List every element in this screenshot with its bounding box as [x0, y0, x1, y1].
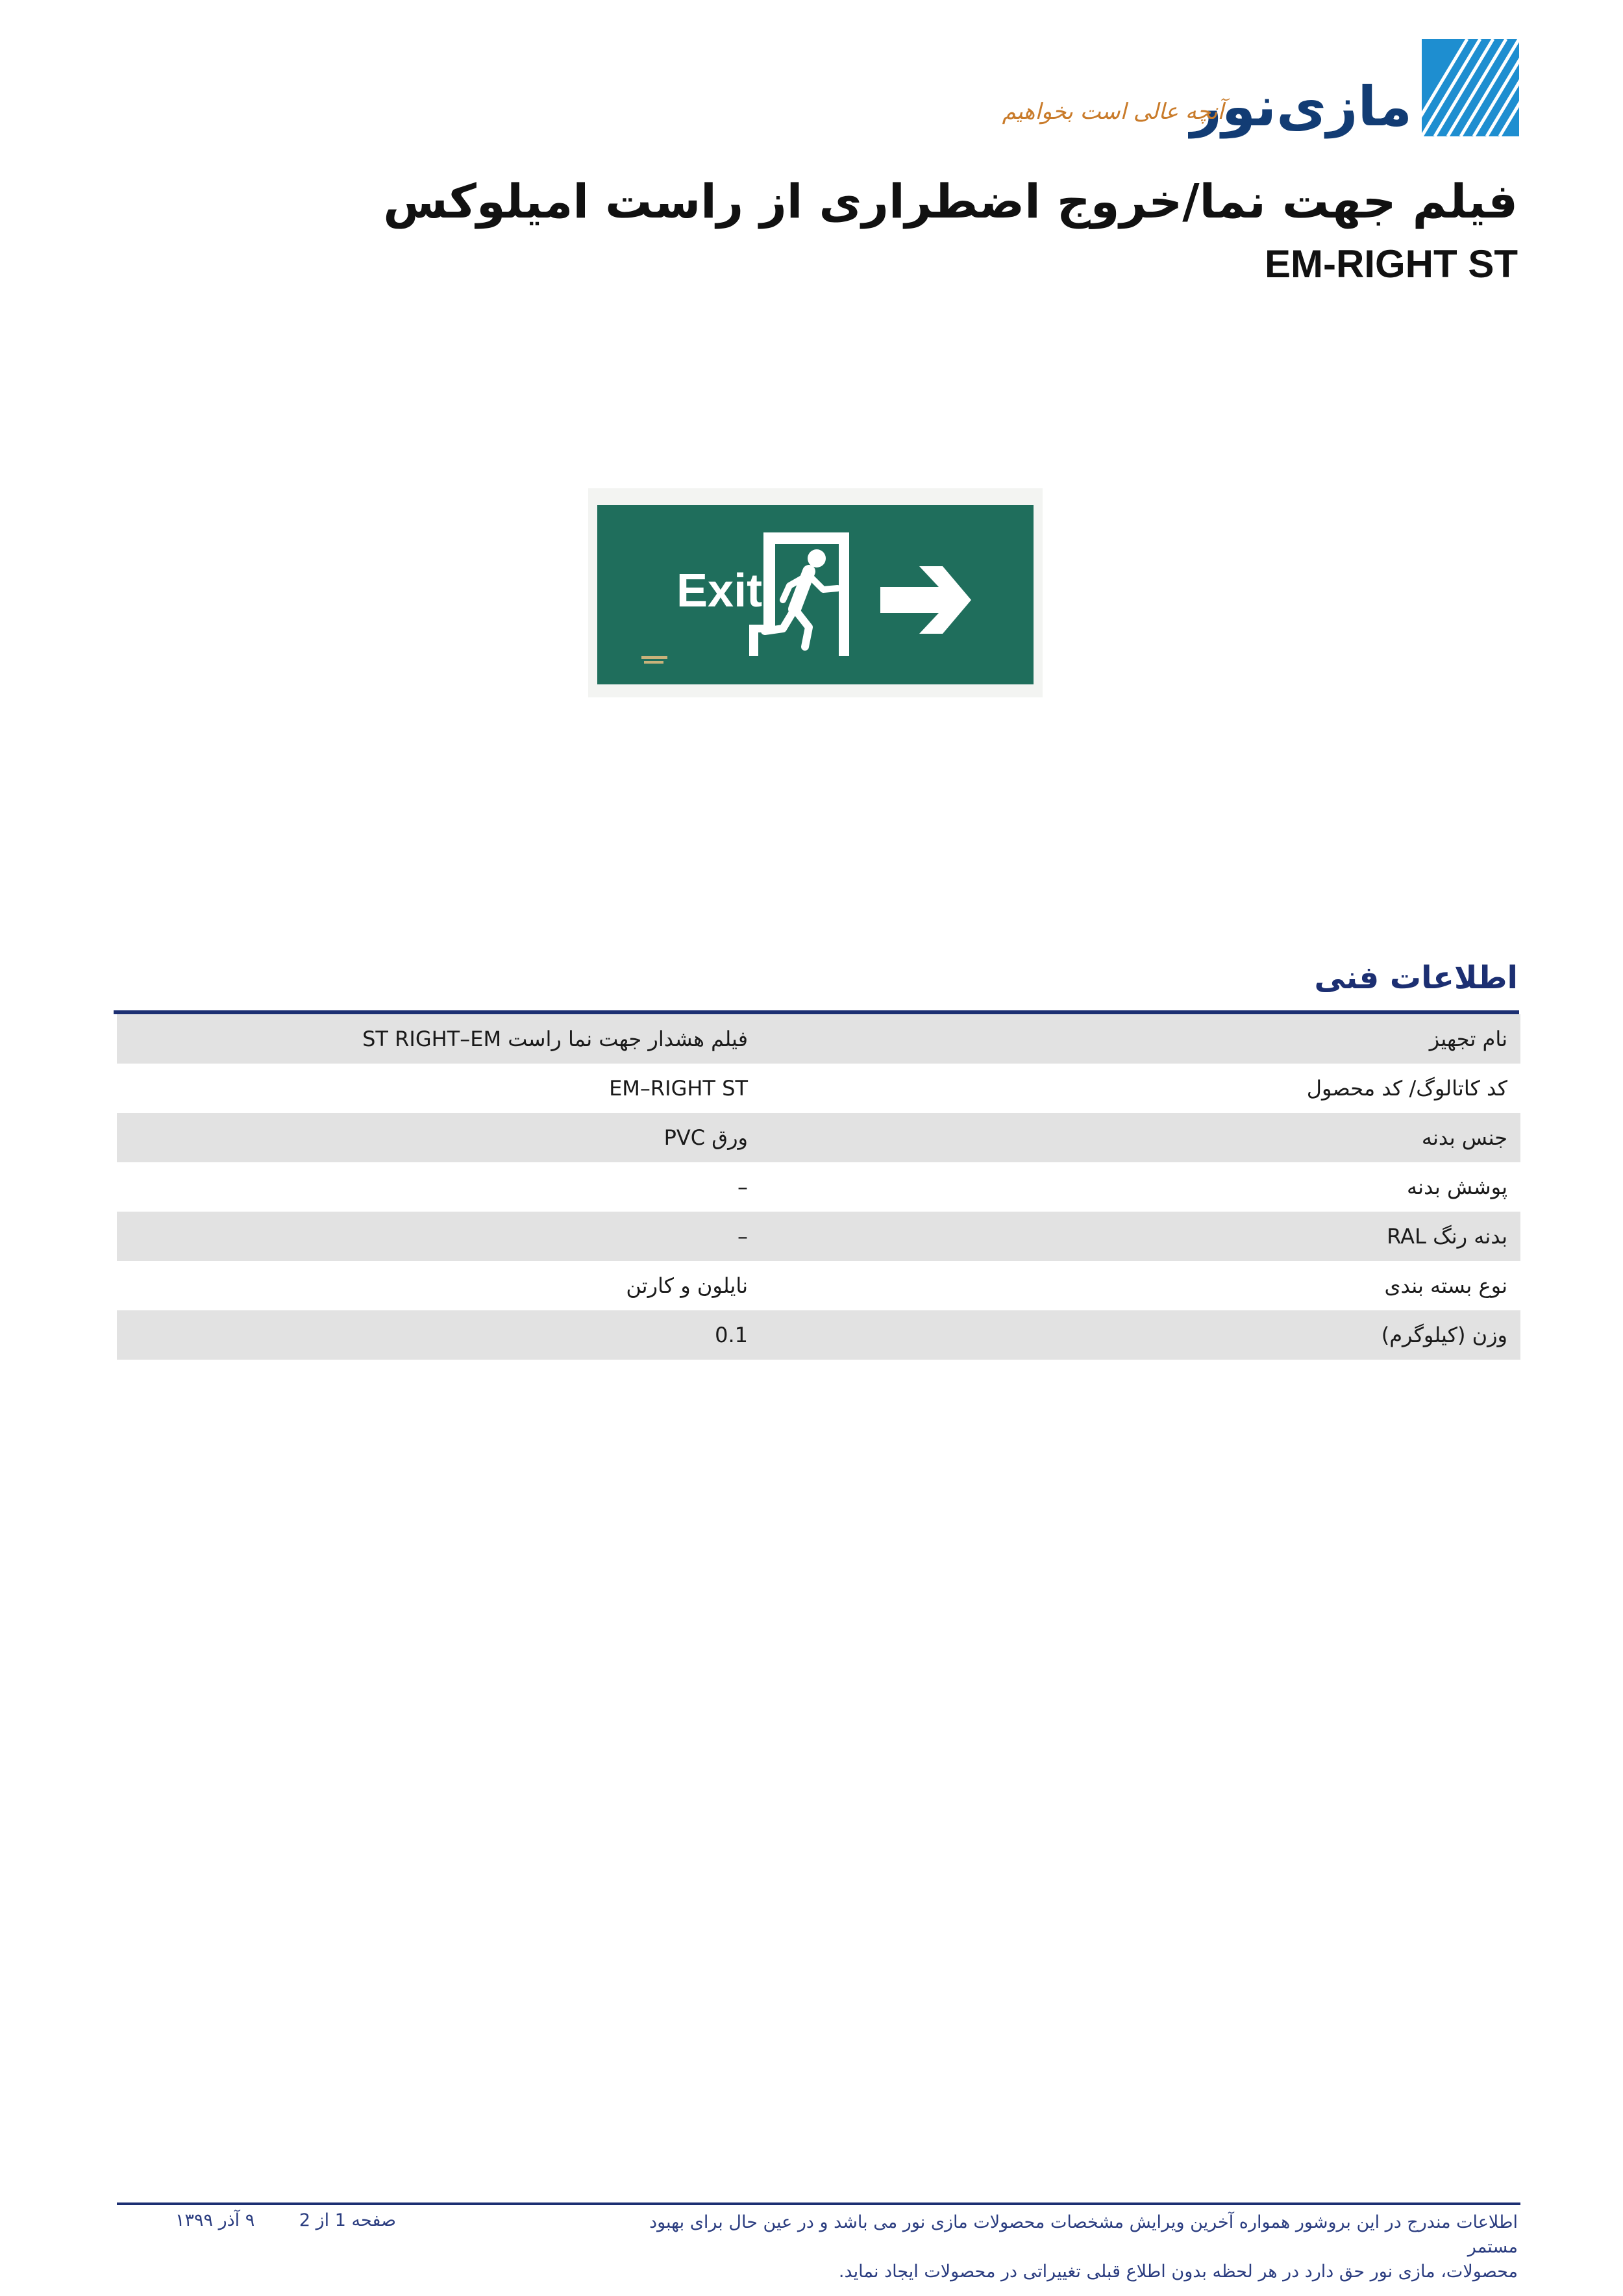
- tech-info-heading: اطلاعات فنی: [1314, 960, 1518, 996]
- spec-label: جنس بدنه: [1421, 1125, 1507, 1150]
- table-row: [117, 1064, 1520, 1113]
- table-row: [117, 1162, 1520, 1212]
- sign-exit-text: Exit: [676, 565, 763, 617]
- exit-sign-image: [588, 488, 1043, 697]
- spec-value: EM–RIGHT ST: [609, 1076, 748, 1101]
- product-image: [588, 488, 1043, 697]
- page-number: صفحه 1 از 2: [299, 2210, 397, 2230]
- page-title: فیلم جهت نما/خروج اضطراری از راست امیلوکس: [383, 174, 1518, 229]
- table-row: [117, 1212, 1520, 1261]
- spec-label: وزن (کیلوگرم): [1381, 1323, 1507, 1347]
- spec-table: [117, 1014, 1520, 1360]
- spec-value: –: [737, 1224, 748, 1249]
- logo-wordmark: مازی‌نور: [1190, 75, 1412, 138]
- logo-stripes-icon: [1422, 39, 1519, 136]
- spec-label: بدنه رنگ RAL: [1387, 1224, 1507, 1249]
- spec-value: فیلم هشدار جهت نما راست ST RIGHT–EM: [362, 1027, 748, 1051]
- spec-value: نایلون و کارتن: [626, 1273, 748, 1298]
- spec-value: 0.1: [715, 1323, 748, 1347]
- table-row: [117, 1310, 1520, 1360]
- footer-disclaimer-line: اطلاعات مندرج در این بروشور همواره آخرین ویرایش مشخصات محصولات مازی نور می باشد و در عین حال برای بهبود مستمر: [649, 2212, 1518, 2257]
- spec-label: کد کاتالوگ/ کد محصول: [1306, 1076, 1507, 1101]
- spec-label: نام تجهیز: [1429, 1027, 1507, 1051]
- table-row: [117, 1113, 1520, 1162]
- company-logo: [1002, 39, 1519, 138]
- spec-label: نوع بسته بندی: [1384, 1273, 1507, 1298]
- spec-label: پوشش بدنه: [1407, 1175, 1507, 1199]
- footer-date: ۹ آذر ۱۳۹۹: [175, 2210, 255, 2230]
- table-row: [117, 1014, 1520, 1064]
- footer-disclaimer: [609, 2210, 1518, 2284]
- logo-slogan: آنچه عالی است بخواهیم: [1002, 99, 1224, 125]
- footer-meta: [136, 2210, 396, 2230]
- spec-value: –: [737, 1175, 748, 1199]
- table-row: [117, 1261, 1520, 1310]
- product-code-title: EM-RIGHT ST: [1265, 242, 1518, 286]
- footer-divider: [117, 2202, 1520, 2205]
- footer-disclaimer-line: محصولات، مازی نور حق دارد در هر لحظه بدون اطلاع قبلی تغییراتی در محصولات ایجاد نماید.: [838, 2262, 1518, 2282]
- spec-value: ورق PVC: [663, 1125, 748, 1150]
